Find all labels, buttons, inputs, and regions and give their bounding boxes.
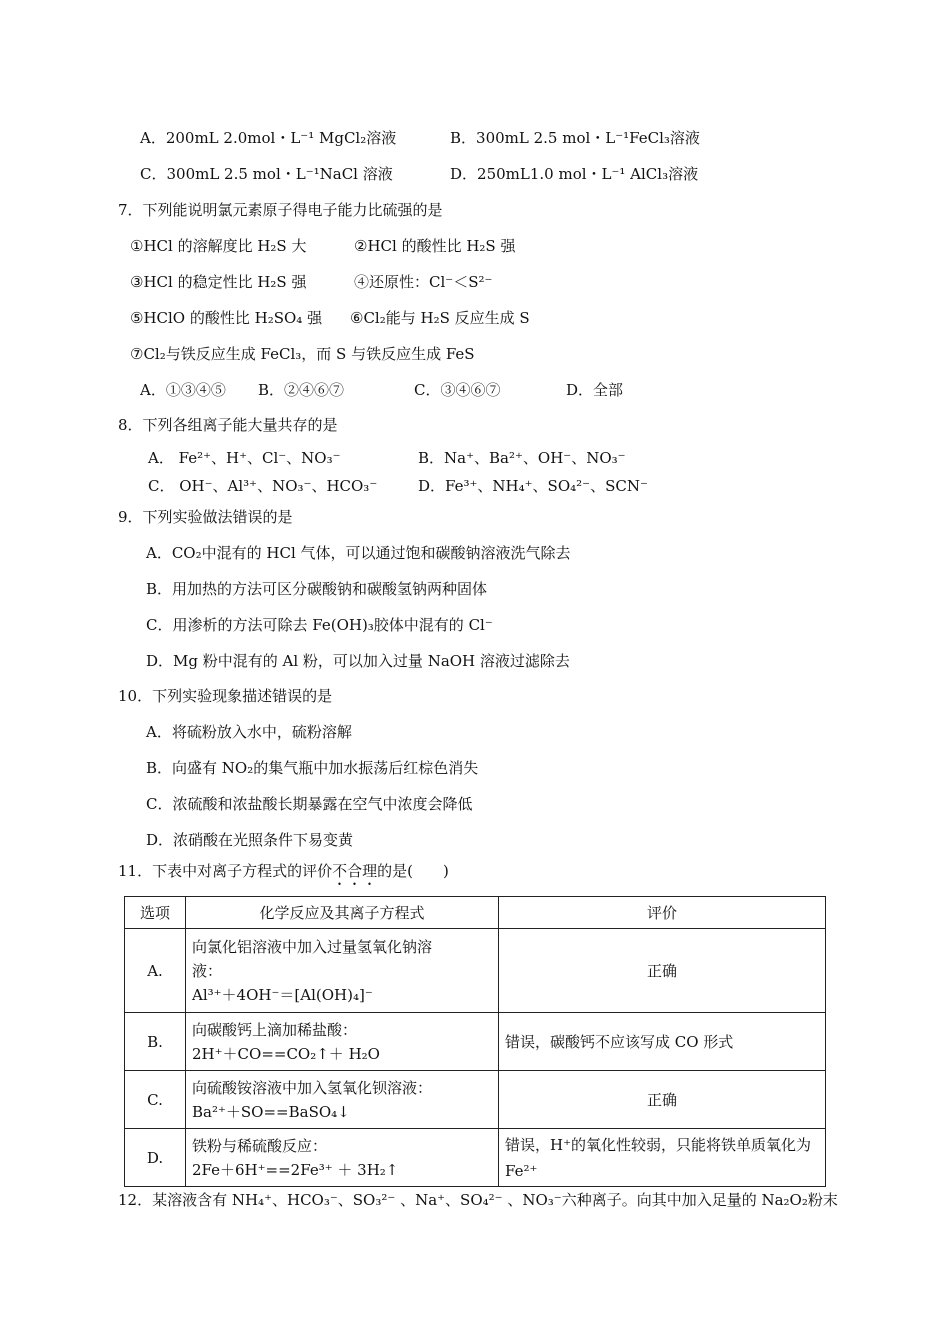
q11-header-evaluation: 评价 — [499, 897, 826, 929]
q6-option-a: A．200mL 2.0mol・L⁻¹ MgCl₂溶液 — [140, 129, 397, 147]
q7-statement-4: ④还原性：Cl⁻＜S²⁻ — [354, 273, 493, 291]
q6-option-c: C．300mL 2.5 mol・L⁻¹NaCl 溶液 — [140, 165, 393, 183]
q7-option-b: B．②④⑥⑦ — [258, 381, 345, 399]
q7-statement-6: ⑥Cl₂能与 H₂S 反应生成 S — [350, 309, 530, 327]
q8-option-a: A． Fe²⁺、H⁺、Cl⁻、NO₃⁻ — [148, 449, 341, 467]
q9-option-d: D．Mg 粉中混有的 Al 粉，可以加入过量 NaOH 溶液过滤除去 — [146, 652, 570, 670]
q11-row-d — [125, 1129, 826, 1187]
q11-row-c — [125, 1071, 826, 1129]
q10-option-b: B．向盛有 NO₂的集气瓶中加水振荡后红棕色消失 — [146, 759, 479, 777]
q8-option-c: C． OH⁻、Al³⁺、NO₃⁻、HCO₃⁻ — [148, 477, 378, 495]
q7-stem: 7．下列能说明氯元素原子得电子能力比硫强的是 — [118, 201, 443, 219]
q9-option-c: C．用渗析的方法可除去 Fe(OH)₃胶体中混有的 Cl⁻ — [146, 616, 493, 634]
q11-table — [124, 896, 826, 1187]
q11-header-option: 选项 — [125, 897, 186, 929]
q11-header-row — [125, 897, 826, 929]
q11-row-c-evaluation: 正确 — [499, 1071, 826, 1129]
q7-statement-1: ①HCl 的溶解度比 H₂S 大 — [130, 237, 307, 255]
q11-row-d-evaluation: 错误，H⁺的氧化性较弱，只能将铁单质氧化为 Fe²⁺ — [499, 1129, 826, 1187]
q11-row-b — [125, 1013, 826, 1071]
q11-emphasis: 不合理 — [332, 862, 378, 880]
q11-row-d-option: D. — [125, 1129, 186, 1187]
q7-option-d: D．全部 — [566, 381, 624, 399]
q7-option-a: A．①③④⑤ — [140, 381, 226, 399]
q11-row-b-evaluation: 错误，碳酸钙不应该写成 CO 形式 — [499, 1013, 826, 1071]
q11-row-a-equation: 向氯化铝溶液中加入过量氢氧化钠溶 液： Al³⁺＋4OH⁻＝[Al(OH)₄]⁻ — [186, 929, 499, 1013]
q6-option-d: D．250mL1.0 mol・L⁻¹ AlCl₃溶液 — [450, 165, 699, 183]
q9-option-b: B．用加热的方法可区分碳酸钠和碳酸氢钠两种固体 — [146, 580, 488, 598]
q7-statement-3: ③HCl 的稳定性比 H₂S 强 — [130, 273, 307, 291]
q10-option-a: A．将硫粉放入水中，硫粉溶解 — [146, 723, 352, 741]
q10-option-d: D．浓硝酸在光照条件下易变黄 — [146, 831, 354, 849]
q11-row-d-equation: 铁粉与稀硫酸反应： 2Fe＋6H⁺==2Fe³⁺ ＋ 3H₂↑ — [186, 1129, 499, 1187]
q10-option-c: C．浓硫酸和浓盐酸长期暴露在空气中浓度会降低 — [146, 795, 473, 813]
q9-stem: 9．下列实验做法错误的是 — [118, 508, 293, 526]
q11-stem: 11．下表中对离子方程式的评价不合理的是( ) — [118, 862, 449, 880]
q12-stem: 12．某溶液含有 NH₄⁺、HCO₃⁻、SO₃²⁻ 、Na⁺、SO₄²⁻ 、NO₃⁻六种离子。向其中加入足量的 Na₂O₂粉末 — [118, 1191, 838, 1209]
q7-option-c: C．③④⑥⑦ — [414, 381, 501, 399]
q11-row-b-option: B. — [125, 1013, 186, 1071]
q7-statement-5: ⑤HClO 的酸性比 H₂SO₄ 强 — [130, 309, 323, 327]
q6-option-b: B．300mL 2.5 mol・L⁻¹FeCl₃溶液 — [450, 129, 700, 147]
q11-row-b-equation: 向碳酸钙上滴加稀盐酸： 2H⁺＋CO==CO₂↑＋ H₂O — [186, 1013, 499, 1071]
q7-statement-7: ⑦Cl₂与铁反应生成 FeCl₃，而 S 与铁反应生成 FeS — [130, 345, 475, 363]
q8-stem: 8．下列各组离子能大量共存的是 — [118, 416, 338, 434]
q7-statement-2: ②HCl 的酸性比 H₂S 强 — [354, 237, 516, 255]
q8-option-b: B．Na⁺、Ba²⁺、OH⁻、NO₃⁻ — [418, 449, 626, 467]
q9-option-a: A．CO₂中混有的 HCl 气体，可以通过饱和碳酸钠溶液洗气除去 — [146, 544, 571, 562]
q11-row-a — [125, 929, 826, 1013]
q10-stem: 10．下列实验现象描述错误的是 — [118, 687, 333, 705]
q11-header-equation: 化学反应及其离子方程式 — [186, 897, 499, 929]
q11-row-c-option: C. — [125, 1071, 186, 1129]
q11-row-c-equation: 向硫酸铵溶液中加入氢氧化钡溶液： Ba²⁺＋SO==BaSO₄↓ — [186, 1071, 499, 1129]
q11-row-a-option: A. — [125, 929, 186, 1013]
q11-row-a-evaluation: 正确 — [499, 929, 826, 1013]
q8-option-d: D．Fe³⁺、NH₄⁺、SO₄²⁻、SCN⁻ — [418, 477, 648, 495]
